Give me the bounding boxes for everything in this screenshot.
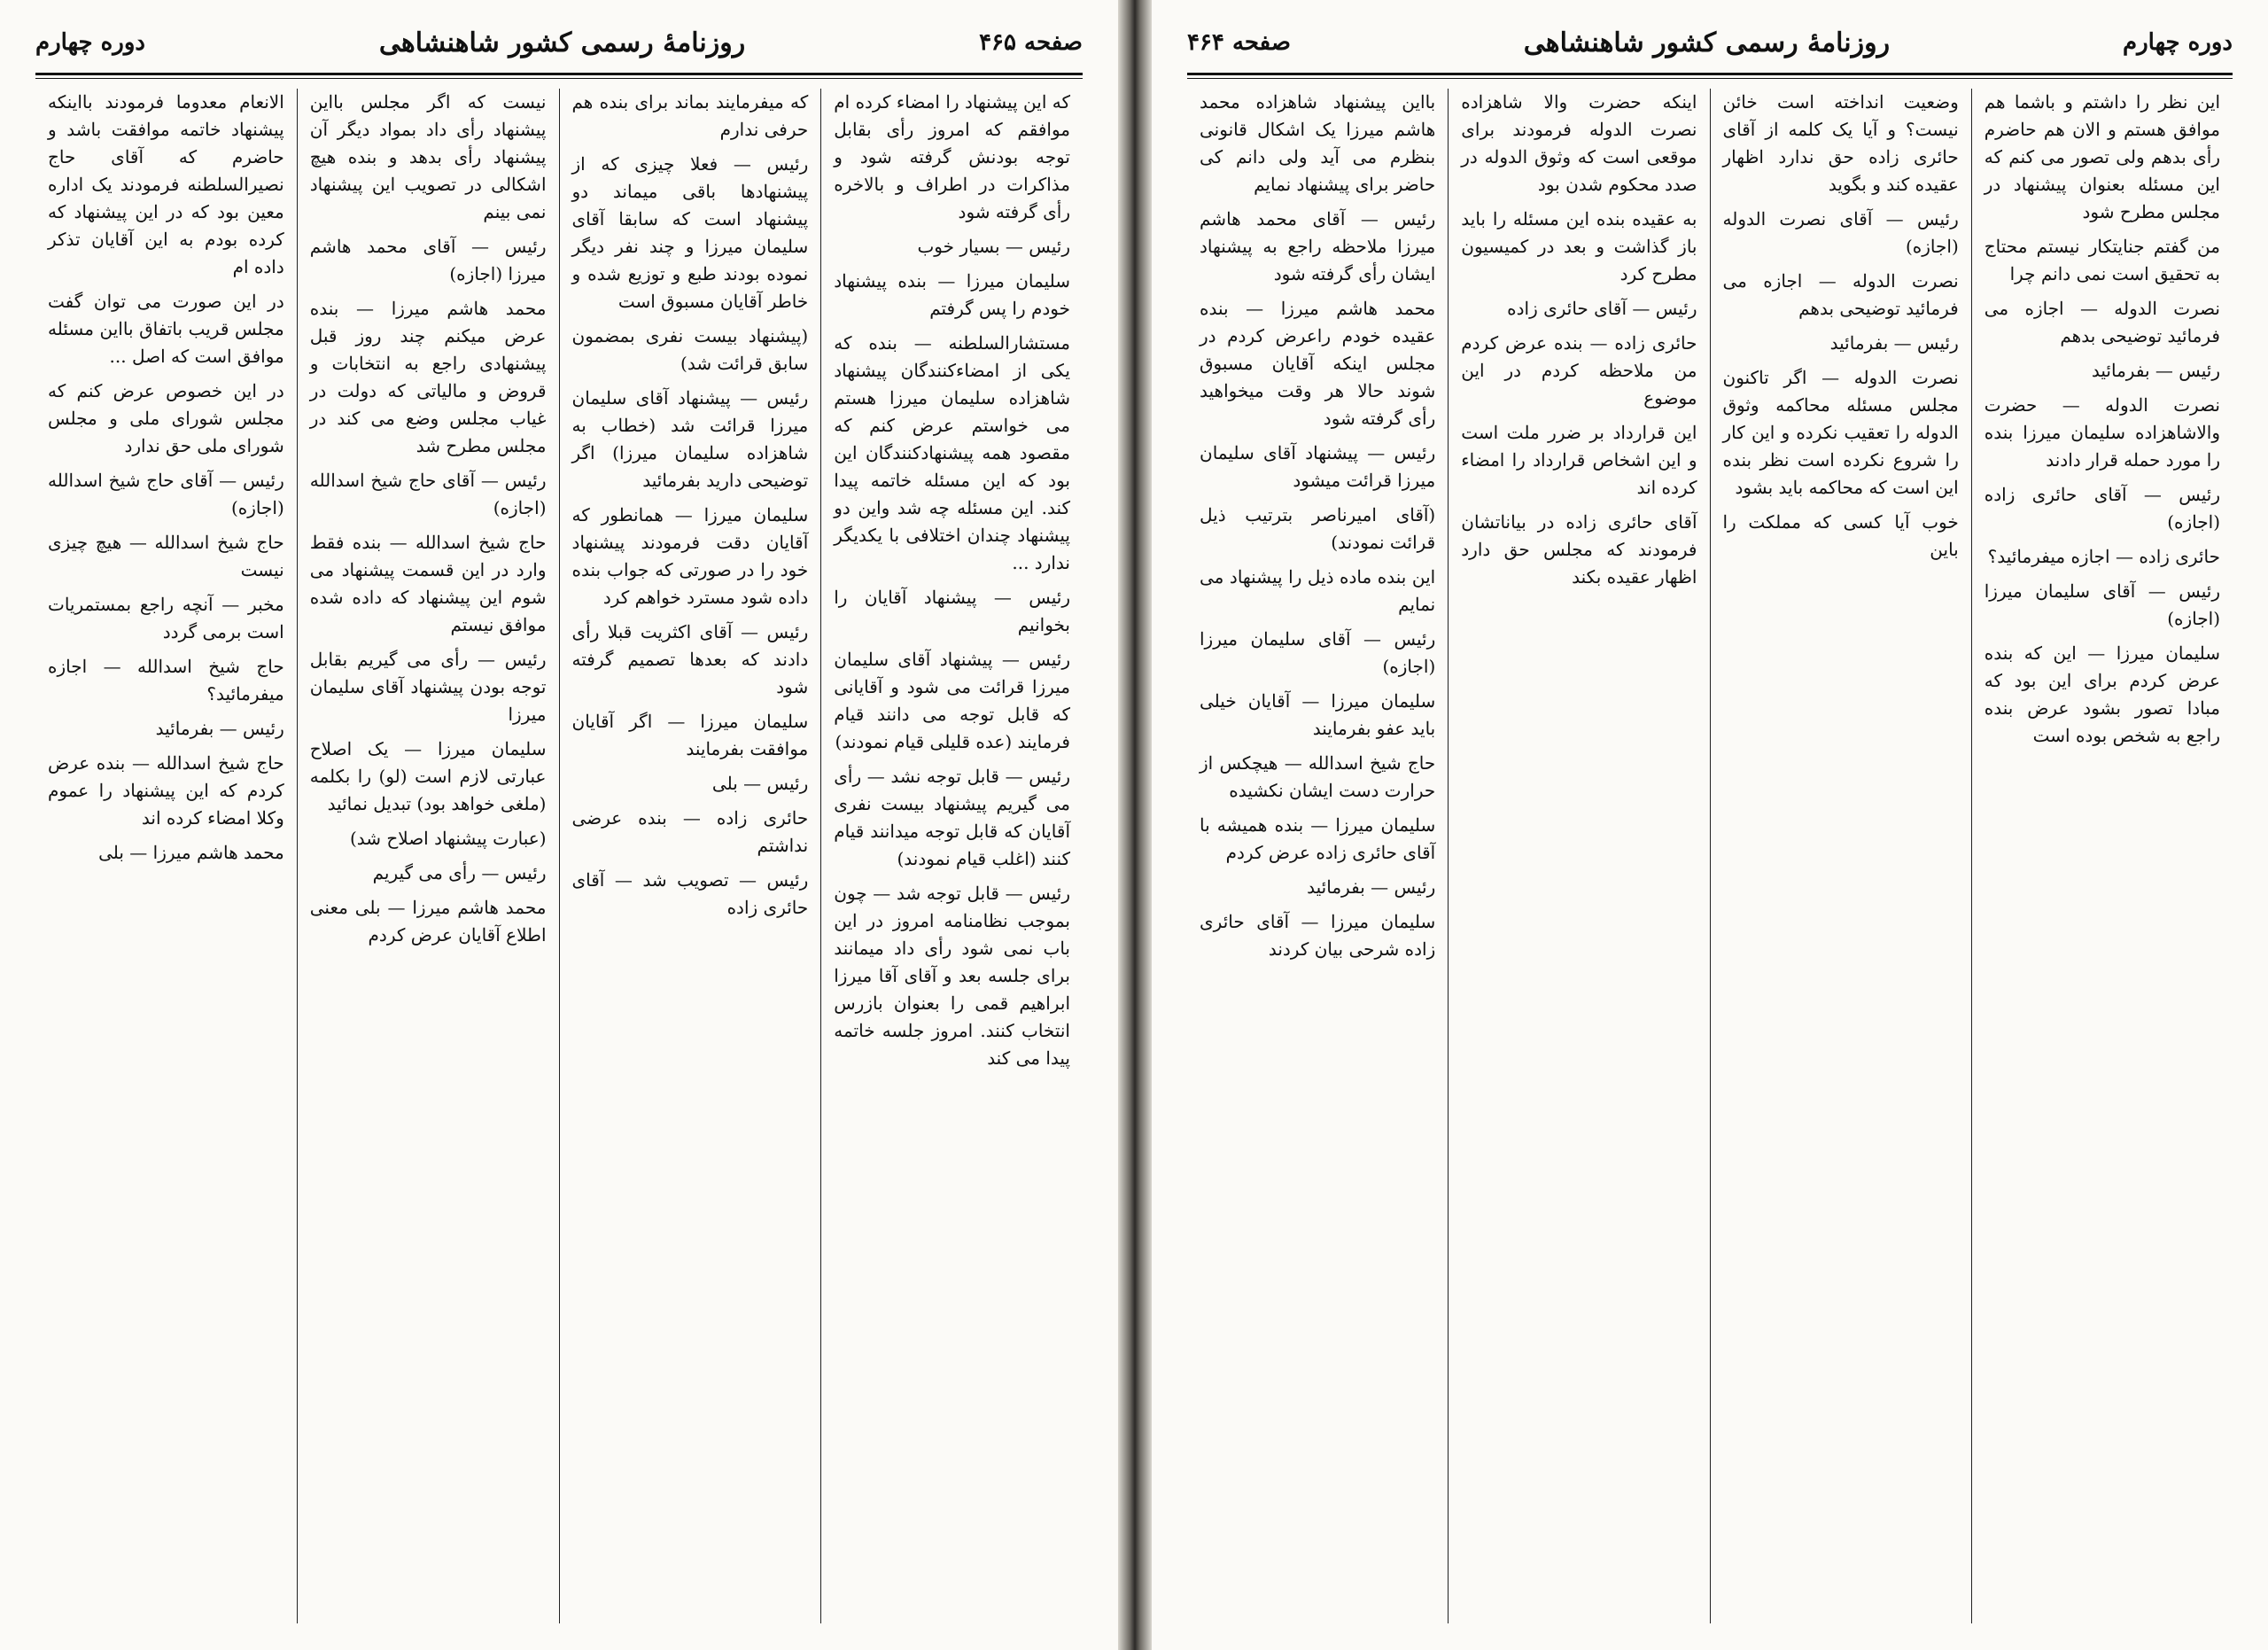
paragraph: حائری زاده — بنده عرض کردم من ملاحظه کردم در این موضوع: [1461, 332, 1697, 409]
paragraph: خوب آیا کسی که مملکت را باین: [1722, 511, 1959, 560]
paragraph: رئیس — تصویب شد — آقای حائری زاده: [571, 869, 809, 918]
paragraph: نصرت الدوله — اگر تاکنون مجلس مسئله محاکمه وثوق الدوله را تعقیب نکرده و این کار را شروع نکرده است نظر بنده این است که محاکمه باید بشود: [1722, 367, 1959, 498]
paragraph: رئیس — بفرمائید: [1307, 876, 1436, 898]
paragraph: رئیس — پیشنهاد آقایان را بخوانیم: [834, 587, 1070, 635]
paragraph: سلیمان میرزا — آقای حائری زاده شرحی بیان کردند: [1200, 911, 1436, 960]
paragraph: مستشارالسلطنه — بنده که یکی از امضاءکنندگان پیشنهاد شاهزاده سلیمان میرزا هستم می خواستم عرض کنم که مقصود همه پیشنهادکنندگان این بود که این مسئله خاتمه پیدا کند. این مسئله چه شد واین دو پیشنهاد چندان اختلافی با یکدیگر ندارد ...: [834, 332, 1070, 573]
left-period: دوره چهارم: [35, 29, 145, 56]
paragraph: (آقای امیرناصر بترتیب ذیل قرائت نمودند): [1200, 504, 1436, 553]
paragraph: سلیمان میرزا — یک اصلاح عبارتی لازم است (لو) را بکلمه (ملغی خواهد بود) تبدیل نمائید: [309, 738, 547, 814]
left-page-number: صفحه ۴۶۵: [979, 29, 1083, 56]
right-page-header: [1187, 16, 2233, 69]
right-header-rule: [1187, 73, 2233, 79]
paragraph: رئیس — پیشنهاد آقای سلیمان میرزا قرائت می شود و آقایانی که قابل توجه می دانند قیام فرمایند (عده قلیلی قیام نمودند): [834, 649, 1070, 752]
right-page-column-3: [1448, 89, 1709, 1623]
paragraph: این نظر را داشتم و باشما هم موافق هستم و الان هم حاضرم رأی بدهم ولی تصور می کنم که این مسئله بعنوان پیشنهاد در مجلس مطرح شود: [1984, 91, 2220, 222]
paragraph: این بنده ماده ذیل را پیشنهاد می نمایم: [1200, 566, 1436, 615]
paragraph: محمد هاشم میرزا — بنده عرض میکنم چند روز قبل پیشنهادی راجع به انتخابات و قروض و مالیاتی که دولت در غیاب مجلس وضع می کند در مجلس مطرح شد: [309, 298, 547, 456]
paragraph: سلیمان میرزا — اگر آقایان موافقت بفرمایند: [571, 711, 809, 759]
right-period: دوره چهارم: [2123, 29, 2233, 56]
paragraph: (عبارت پیشنهاد اصلاح شد): [349, 828, 547, 849]
paragraph: سلیمان میرزا — همانطور که آقایان دقت فرمودند پیشنهاد خود را در صورتی که جواب بنده داده شود مسترد خواهم کرد: [571, 504, 809, 608]
paragraph: به عقیده بنده این مسئله را باید باز گذاشت و بعد در کمیسیون مطرح کرد: [1461, 208, 1697, 284]
right-page-column-4: [1187, 89, 1448, 1623]
paragraph: حائری زاده — بنده عرضی نداشتم: [571, 807, 809, 856]
paragraph: رئیس — رأی می گیریم بقابل توجه بودن پیشنهاد آقای سلیمان میرزا: [309, 649, 547, 725]
paragraph: رئیس — آقای محمد هاشم میرزا ملاحظه راجع به پیشنهاد ایشان رأی گرفته شود: [1200, 208, 1436, 284]
paragraph: رئیس — پیشنهاد آقای سلیمان میرزا قرائت میشود: [1200, 442, 1436, 491]
right-page-column-2: [1710, 89, 1971, 1623]
paragraph: آقای حائری زاده در بیاناتشان فرمودند که مجلس حق دارد اظهار عقیده بکند: [1461, 511, 1697, 588]
left-page: [0, 0, 1118, 1650]
paragraph: رئیس — آقای حائری زاده (اجازه): [1984, 484, 2220, 533]
paragraph: سلیمان میرزا — این که بنده عرض کردم برای این بود که مبادا تصور بشود عرض بنده راجع به شخص بوده است: [1984, 642, 2220, 746]
right-page: [1152, 0, 2268, 1650]
paragraph: که این پیشنهاد را امضاء کرده ام موافقم که امروز رأی بقابل توجه بودنش گرفته شود و مذاکرات در اطراف و بالاخره رأی گرفته شود: [834, 91, 1070, 222]
left-page-column-4: [35, 89, 297, 1623]
paragraph: رئیس — آقای حاج شیخ اسدالله (اجازه): [48, 470, 284, 518]
paragraph: حاج شیخ اسدالله — بنده عرض کردم که این پیشنهاد را عموم وکلا امضاء کرده اند: [48, 752, 284, 829]
paragraph: رئیس — بسیار خوب: [917, 236, 1070, 257]
paragraph: رئیس — قابل توجه نشد — رأی می گیریم پیشنهاد بیست نفری آقایان که قابل توجه میدانند قیام کنند (اغلب قیام نمودند): [834, 766, 1070, 869]
paragraph: رئیس — بلی: [711, 773, 809, 794]
paragraph: من گفتم جنایتکار نیستم محتاج به تحقیق است نمی دانم چرا: [1984, 236, 2220, 284]
paragraph: حاج شیخ اسدالله — هیچ چیزی نیست: [48, 532, 284, 580]
right-gazette-title: روزنامهٔ رسمی کشور شاهنشاهی: [1523, 27, 1891, 58]
paragraph: بااین پیشنهاد شاهزاده محمد هاشم میرزا یک اشکال قانونی بنظرم می آید ولی دانم کی حاضر برای پیشنهاد نمایم: [1200, 91, 1436, 195]
paragraph: رئیس — بفرمائید: [2091, 360, 2220, 381]
paragraph: الانعام معدوما فرمودند بااینکه پیشنهاد خاتمه موافقت باشد و حاضرم که آقای حاج نصیرالسلطنه فرمودند یک اداره معین بود که در این پیشنهاد که کرده بودم به این آقایان تذکر داده ام: [48, 91, 284, 277]
paragraph: حاج شیخ اسدالله — هیچکس از حرارت دست ایشان نکشیده: [1200, 752, 1436, 801]
paragraph: اینکه حضرت والا شاهزاده نصرت الدوله فرمودند برای موقعی است که وثوق الدوله در صدد محکوم شدن بود: [1461, 91, 1697, 195]
paragraph: رئیس — پیشنهاد آقای سلیمان میرزا قرائت شد (خطاب به شاهزاده سلیمان میرزا) اگر توضیحی دارید بفرمائید: [571, 387, 809, 491]
paragraph: رئیس — بفرمائید: [155, 718, 284, 739]
right-page-column-1: [1971, 89, 2233, 1623]
paragraph: حاج شیخ اسدالله — بنده فقط وارد در این قسمت پیشنهاد می شوم این پیشنهاد که داده شده موافق نیستم: [309, 532, 547, 635]
paragraph: رئیس — آقای محمد هاشم میرزا (اجازه): [309, 236, 547, 284]
left-page-column-2: [559, 89, 821, 1623]
left-page-header: [35, 16, 1083, 69]
paragraph: محمد هاشم میرزا — بلی معنی اطلاع آقایان عرض کردم: [309, 897, 547, 946]
left-gazette-title: روزنامهٔ رسمی کشور شاهنشاهی: [378, 27, 746, 58]
paragraph: سلیمان میرزا — بنده همیشه با آقای حائری زاده عرض کردم: [1200, 814, 1436, 863]
paragraph: رئیس — آقای نصرت الدوله (اجازه): [1722, 208, 1959, 257]
paragraph: سلیمان میرزا — آقایان خیلی باید عفو بفرمایند: [1200, 690, 1436, 739]
paragraph: رئیس — بفرمائید: [1829, 332, 1959, 354]
left-header-rule: [35, 73, 1083, 79]
left-page-column-1: [820, 89, 1083, 1623]
paragraph: رئیس — آقای اکثریت قبلا رأی دادند که بعدها تصمیم گرفته شود: [571, 621, 809, 697]
left-page-column-3: [297, 89, 559, 1623]
paragraph: حاج شیخ اسدالله — اجازه میفرمائید؟: [48, 656, 284, 704]
paragraph: رئیس — آقای حائری زاده: [1507, 298, 1697, 319]
paragraph: این قرارداد بر ضرر ملت است و این اشخاص قرارداد را امضاء کرده اند: [1461, 422, 1697, 498]
paragraph: نیست که اگر مجلس بااین پیشنهاد رأی داد بمواد دیگر آن پیشنهاد رأی بدهد و بنده هیچ اشکالی در تصویب این پیشنهاد نمی بینم: [309, 91, 547, 222]
paragraph: حائری زاده — اجازه میفرمائید؟: [1987, 546, 2220, 567]
paragraph: رئیس — آقای سلیمان میرزا (اجازه): [1200, 628, 1436, 677]
paragraph: رئیس — آقای سلیمان میرزا (اجازه): [1984, 580, 2220, 629]
paragraph: مخبر — آنچه راجع بمستمریات است برمی گردد: [48, 594, 284, 642]
paragraph: وضعیت انداخته است خائن نیست؟ و آیا یک کلمه از آقای حائری زاده حق ندارد اظهار عقیده کند و بگوید: [1722, 91, 1959, 195]
paragraph: در این صورت می توان گفت مجلس قریب باتفاق بااین مسئله موافق است که اصل ...: [48, 291, 284, 367]
paragraph: رئیس — قابل توجه شد — چون بموجب نظامنامه امروز در این باب نمی شود رأی داد میمانند برای جلسه بعد و آقای آقا میرزا ابراهیم قمی را بعنوان بازرس انتخاب کنند. امروز جلسه خاتمه پیدا می کند: [834, 883, 1070, 1069]
paragraph: محمد هاشم میرزا — بنده عقیده خودم راعرض کردم در مجلس اینکه آقایان مسبوق شوند حالا هر وقت میخواهید رأی گرفته شود: [1200, 298, 1436, 429]
paragraph: نصرت الدوله — اجازه می فرمائید توضیحی بدهم: [1984, 298, 2220, 346]
left-columns: [35, 89, 1083, 1623]
paragraph: رئیس — فعلا چیزی که از پیشنهادها باقی میماند دو پیشنهاد است که سابقا آقای سلیمان میرزا و چند نفر دیگر نموده بودند طبع و توزیع شده و خاطر آقایان مسبوق است: [571, 153, 809, 312]
book-gutter: [1118, 0, 1152, 1650]
paragraph: رئیس — آقای حاج شیخ اسدالله (اجازه): [309, 470, 547, 518]
paragraph: رئیس — رأی می گیریم: [372, 862, 547, 883]
right-columns: [1187, 89, 2233, 1623]
paragraph: (پیشنهاد بیست نفری بمضمون سابق قرائت شد): [571, 325, 809, 374]
paragraph: نصرت الدوله — اجازه می فرمائید توضیحی بدهم: [1722, 270, 1959, 319]
paragraph: که میفرمایند بماند برای بنده هم حرفی ندارم: [571, 91, 809, 140]
paragraph: سلیمان میرزا — بنده پیشنهاد خودم را پس گرفتم: [834, 270, 1070, 319]
paragraph: در این خصوص عرض کنم که مجلس شورای ملی و مجلس شورای ملی حق ندارد: [48, 380, 284, 456]
paragraph: محمد هاشم میرزا — بلی: [98, 842, 284, 863]
paragraph: نصرت الدوله — حضرت والاشاهزاده سلیمان میرزا بنده را مورد حمله قرار دادند: [1984, 394, 2220, 471]
right-page-number: صفحه ۴۶۴: [1187, 29, 1291, 56]
